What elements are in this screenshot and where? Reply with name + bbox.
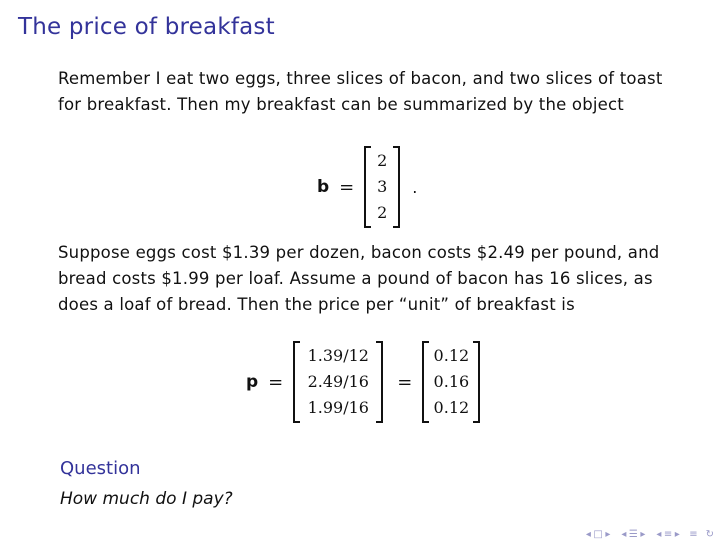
equals-sign: = xyxy=(268,371,284,393)
subsection-nav-group xyxy=(620,529,647,540)
matrix-cell: 2 xyxy=(377,151,388,170)
next-section-icon[interactable]: ▸ xyxy=(674,529,680,540)
equals-sign-2: = xyxy=(397,371,413,393)
section-icon: ≡ xyxy=(663,529,673,540)
matrix-cell: 0.12 xyxy=(433,346,470,365)
first-frame-icon[interactable]: ◂ xyxy=(585,529,591,540)
subsection-icon: ☰ xyxy=(628,529,638,540)
paragraph-prices: Suppose eggs cost $1.39 per dozen, bacon costs $2.49 per pound, and bread costs $1.99 per loaf. Assume a pound of bacon has 16 slices, as does a loaf of bread. Then the price per “unit” of breakfast is xyxy=(58,243,660,314)
prev-section-icon[interactable]: ◂ xyxy=(656,529,662,540)
vector-p-symbol: p xyxy=(246,372,259,392)
align-icon[interactable]: ≡ xyxy=(689,529,698,540)
next-frame-icon[interactable]: ▸ xyxy=(605,529,611,540)
frame-title: The price of breakfast xyxy=(18,14,275,40)
prev-frame-icon[interactable]: □ xyxy=(593,529,603,540)
trailing-period: . xyxy=(412,177,418,197)
price-fractions-matrix xyxy=(293,341,383,423)
matrix-cell: 1.99/16 xyxy=(307,398,369,417)
matrix-cell: 2.49/16 xyxy=(307,372,369,391)
question-block-title: Question xyxy=(60,458,141,479)
vector-b-matrix xyxy=(364,146,400,228)
prev-subsection-icon[interactable]: ◂ xyxy=(621,529,627,540)
next-subsection-icon[interactable]: ▸ xyxy=(640,529,646,540)
matrix-cell: 3 xyxy=(377,177,388,196)
equation-p xyxy=(246,341,480,423)
matrix-cell: 2 xyxy=(377,203,388,222)
question-block-body: How much do I pay? xyxy=(60,489,233,509)
equation-b xyxy=(317,146,417,228)
matrix-cell: 1.39/12 xyxy=(307,346,369,365)
equals-sign: = xyxy=(339,176,355,198)
price-decimals-matrix xyxy=(422,341,480,423)
paragraph-breakfast-description: Remember I eat two eggs, three slices of bacon, and two slices of toast for breakfast. Then my breakfast can be summarized by the object xyxy=(58,69,663,114)
matrix-cell: 0.16 xyxy=(433,372,470,391)
frame-nav-group xyxy=(584,529,611,540)
beamer-navigation-bar xyxy=(584,529,714,540)
vector-b-symbol: b xyxy=(317,177,330,197)
section-nav-group xyxy=(655,529,681,540)
search-icon[interactable]: ↻ xyxy=(705,529,714,540)
matrix-cell: 0.12 xyxy=(433,398,470,417)
